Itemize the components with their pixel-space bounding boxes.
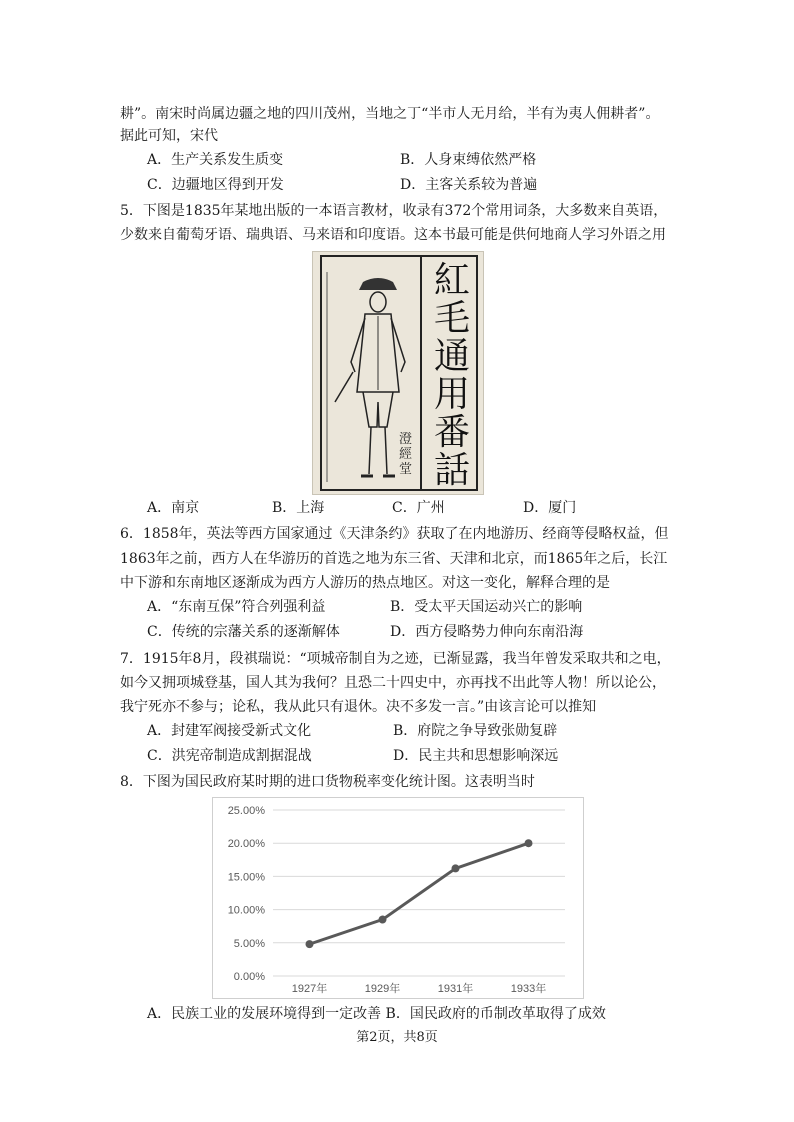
book-title-vertical	[429, 262, 475, 490]
publisher-seal: 澄經堂	[399, 432, 413, 477]
q7-option-d: D．民主共和思想影响深远	[393, 748, 559, 764]
data-point	[452, 864, 460, 872]
q8-stem-line1: 8．下图为国民政府某时期的进口货物税率变化统计图。这表明当时	[120, 774, 535, 790]
q5-option-a: A．南京	[147, 500, 200, 516]
y-tick-label: 0.00%	[233, 971, 265, 983]
x-tick-label: 1929年	[364, 983, 401, 995]
q5-stem-line2: 少数来自葡萄牙语、瑞典语、马来语和印度语。这本书最可能是供何地商人学习外语之用	[120, 227, 666, 243]
q6-option-a: A．“东南互保”符合列强利益	[147, 599, 326, 615]
x-tick-label: 1933年	[510, 983, 547, 995]
q6-option-d: D．西方侵略势力伸向东南沿海	[390, 624, 584, 640]
y-tick-label: 10.00%	[227, 904, 265, 917]
q7-option-a: A．封建军阀接受新式文化	[147, 723, 312, 739]
q7-option-b: B．府院之争导致张勋复辟	[393, 723, 558, 739]
q4-option-a: A．生产关系发生质变	[147, 152, 284, 168]
q7-stem-line1: 7．1915年8月，段祺瑞说：“项城帝制自为之迹，已渐显露，我当年曾发采取共和之电，	[120, 651, 671, 667]
y-tick-label: 25.00%	[227, 805, 265, 817]
q6-stem-line1: 6．1858年，英法等西方国家通过《天津条约》获取了在内地游历、经商等侵略权益，但	[120, 526, 669, 542]
q4-stem-line1: 耕”。南宋时尚属边疆之地的四川茂州，当地之丁“半市人无月给，半有为夷人佣耕者”。	[120, 106, 660, 122]
q7-stem-line3: 我宁死亦不参与；论私，我从此只有退休。决不多发一言。”由该言论可以推知	[120, 699, 597, 715]
x-tick-label: 1927年	[291, 983, 328, 995]
q6-stem-line3: 中下游和东南地区逐渐成为西方人游历的热点地区。对这一变化，解释合理的是	[120, 575, 610, 591]
book-title-char: 話	[433, 450, 470, 491]
q8-options-line: A．民族工业的发展环境得到一定改善 B．国民政府的币制改革取得了成效	[147, 1006, 606, 1022]
q4-option-c: C．边疆地区得到开发	[147, 177, 284, 193]
q4-option-b: B．人身束缚依然严格	[400, 152, 537, 168]
q5-stem-line1: 5．下图是1835年某地出版的一本语言教材，收录有372个常用词条，大多数来自英语，	[120, 203, 668, 219]
q5-option-b: B．上海	[272, 500, 325, 516]
q4-option-d: D．主客关系较为普遍	[400, 177, 538, 193]
data-point	[525, 839, 533, 847]
book-title-char: 紅	[433, 260, 470, 301]
language-book-woodcut-image	[312, 251, 484, 495]
data-point	[306, 940, 314, 948]
q4-stem-line2: 据此可知，宋代	[120, 128, 218, 144]
q7-option-c: C．洪宪帝制造成割据混战	[147, 748, 312, 764]
y-tick-label: 5.00%	[233, 937, 265, 950]
y-tick-label: 20.00%	[227, 838, 265, 851]
q6-option-c: C．传统的宗藩关系的逐渐解体	[147, 624, 340, 640]
chart-svg	[213, 798, 583, 998]
data-point	[379, 916, 387, 924]
book-title-char: 用	[433, 374, 470, 415]
series-line	[310, 843, 529, 944]
book-title-char: 通	[433, 336, 470, 377]
page-footer: 第2页，共8页	[356, 1030, 438, 1045]
q7-stem-line2: 如今又拥项城登基，国人其为我何？且恐二十四史中，亦再找不出此等人物！所以论公，	[120, 675, 666, 691]
x-tick-label: 1931年	[437, 983, 474, 995]
book-title-char: 番	[433, 412, 470, 453]
q6-option-b: B．受太平天国运动兴亡的影响	[390, 599, 583, 615]
q6-stem-line2: 1863年之前，西方人在华游历的首选之地为东三省、天津和北京，而1865年之后，长江	[120, 551, 668, 567]
q5-option-c: C．广州	[392, 500, 445, 516]
q5-option-d: D．厦门	[523, 500, 577, 516]
y-tick-label: 15.00%	[227, 871, 265, 884]
tariff-rate-line-chart	[212, 797, 584, 999]
book-title-char: 毛	[433, 298, 470, 339]
